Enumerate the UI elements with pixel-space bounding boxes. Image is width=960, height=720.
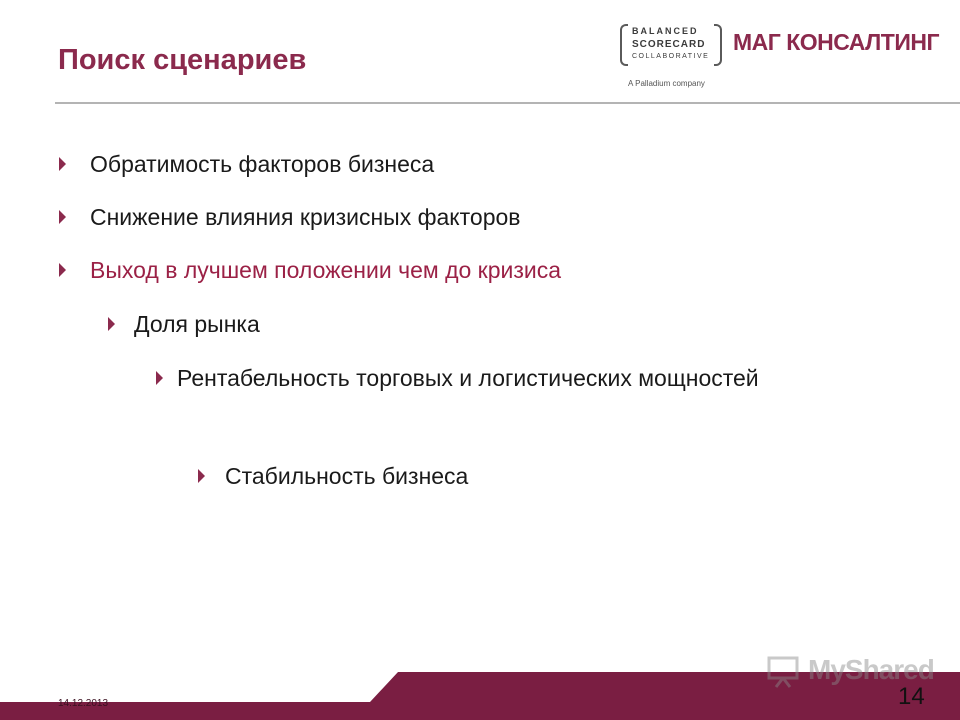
bsc-logo-line3: COLLABORATIVE <box>632 53 710 60</box>
logo-bracket-left-icon <box>620 24 628 66</box>
title-divider <box>55 102 960 104</box>
sub-bullet-item <box>108 303 260 346</box>
bullet-text: Выход в лучшем положении чем до кризиса <box>90 257 562 283</box>
bsc-logo-line2: SCORECARD <box>632 39 706 50</box>
page-number: 14 <box>898 683 925 710</box>
bsc-logo-tagline: A Palladium company <box>628 79 705 88</box>
watermark-text: MyShared <box>808 654 934 685</box>
bullet-text: Рентабельность торговых и логистических мощностей <box>177 365 759 391</box>
presentation-icon <box>766 652 802 688</box>
bullet-item-highlighted <box>59 249 561 292</box>
sub-bullet-item <box>156 357 856 400</box>
triangle-right-icon <box>59 210 66 224</box>
slide-title: Поиск сценариев <box>58 44 307 76</box>
bullet-text: Стабильность бизнеса <box>225 463 469 489</box>
logo-bracket-right-icon <box>714 24 722 66</box>
bullet-item <box>59 196 521 239</box>
balanced-scorecard-logo <box>618 22 726 90</box>
bullet-item <box>59 143 434 186</box>
sub-bullet-item <box>198 455 468 498</box>
bullet-text: Доля рынка <box>134 311 260 337</box>
triangle-right-icon <box>59 263 66 277</box>
triangle-right-icon <box>198 469 205 483</box>
triangle-right-icon <box>108 317 115 331</box>
triangle-right-icon <box>59 157 66 171</box>
footer-date: 14.12.2013 <box>58 698 109 709</box>
mag-consulting-logo: МАГ КОНСАЛТИНГ <box>733 29 940 55</box>
bullet-text: Снижение влияния кризисных факторов <box>90 204 521 230</box>
bsc-logo-line1: BALANCED <box>632 26 699 36</box>
bullet-text: Обратимость факторов бизнеса <box>90 151 435 177</box>
triangle-right-icon <box>156 371 163 385</box>
